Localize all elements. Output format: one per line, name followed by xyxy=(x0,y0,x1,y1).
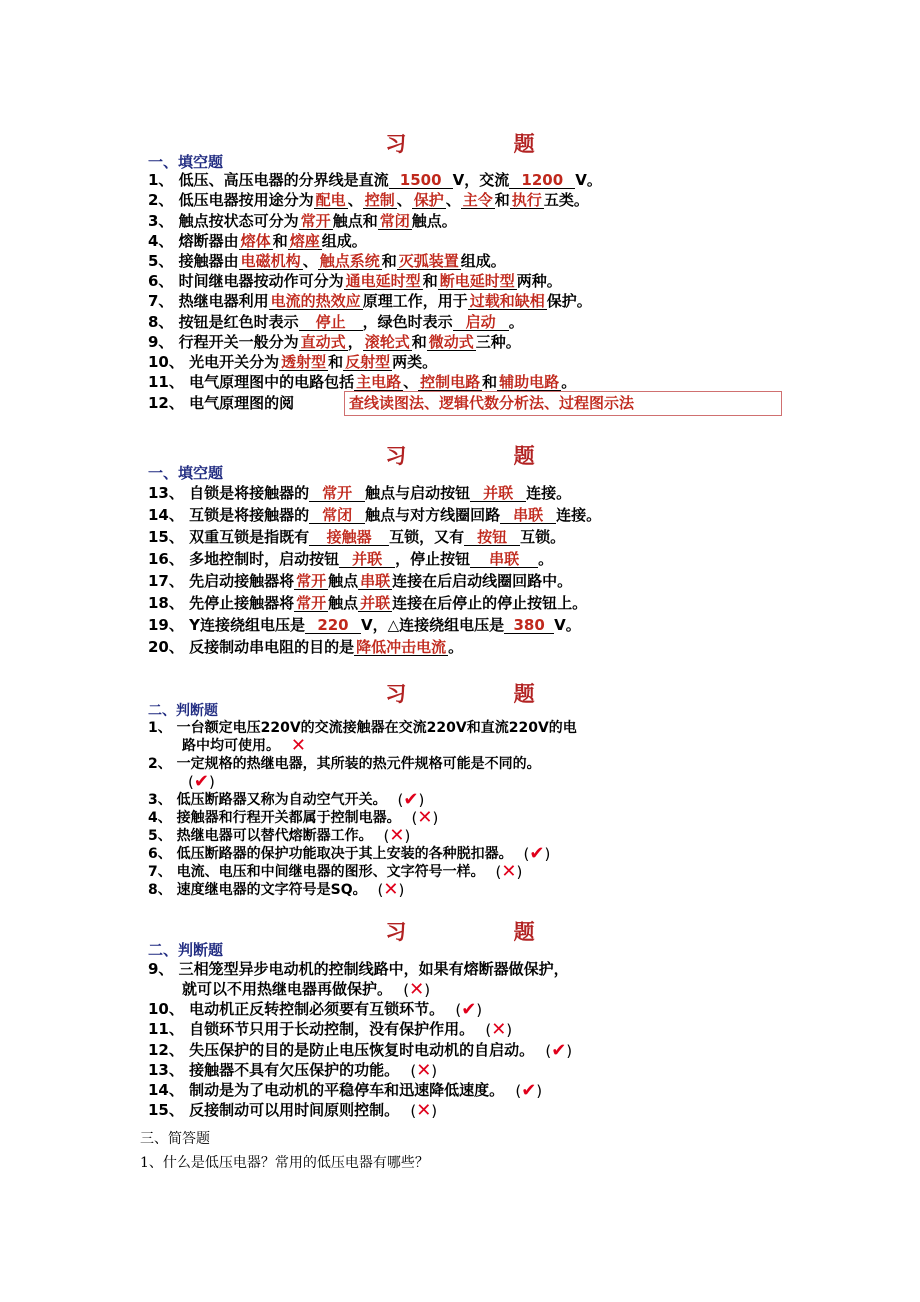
section-heading-short: 三、简答题 xyxy=(140,1131,210,1147)
answer: 透射型 xyxy=(281,353,327,371)
check-mark: (✔) xyxy=(188,771,215,792)
question-6: 6、 时间继电器按动作可分为 通电延时型 和 断电延时型 两种。 xyxy=(148,272,562,290)
judge-9: 9、 三相笼型异步电动机的控制线路中，如果有熔断器做保护， xyxy=(148,960,569,978)
answer: 执行 xyxy=(511,191,542,209)
answer: 常开 xyxy=(296,594,327,612)
question-2: 2、 低压电器按用途分为 配电 、 控制 、 保护 、 主令 和 执行 五类。 xyxy=(148,191,589,209)
section-heading-fill: 一、填空题 xyxy=(148,464,224,482)
question-4: 4、 熔断器由 熔体 和 熔座 组成。 xyxy=(148,232,367,250)
question-3: 3、 触点按状态可分为 常开 触点和 常闭 触点。 xyxy=(148,212,457,230)
question-11: 11、 电气原理图中的电路包括 主电路 、 控制电路 和 辅助电路 。 xyxy=(148,373,577,391)
answer: 电磁机构 xyxy=(240,252,301,270)
answer: 接触器 xyxy=(309,529,389,546)
answer: 灭弧装置 xyxy=(398,252,459,270)
question-7: 7、 热继电器利用 电流的热效应 原理工作，用于 过载和缺相 保护。 xyxy=(148,292,592,310)
question-20: 20、 反接制动串电阻的目的是 降低冲击电流 。 xyxy=(148,638,464,656)
short-question-1: 1、什么是低压电器？常用的低压电器有哪些？ xyxy=(140,1155,429,1171)
question-13: 13、 自锁是将接触器的 常开 触点与启动按钮 并联 连接。 xyxy=(148,484,572,502)
section-heading-judge: 二、判断题 xyxy=(148,941,224,959)
question-10: 10、 光电开关分为 透射型 和 反射型 两类。 xyxy=(148,353,438,371)
cross-mark: (✕) xyxy=(377,879,405,900)
answer: 断电延时型 xyxy=(439,272,515,290)
cross-mark: (✕) xyxy=(485,1018,513,1040)
section-title: 习 题 xyxy=(385,681,585,706)
section-heading-fill: 一、填空题 xyxy=(148,153,224,171)
judge-15: 15、 反接制动可以用时间原则控制。 (✕) xyxy=(148,1099,438,1121)
judge-2: 2、 一定规格的热继电器，其所装的热元件规格可能是不同的。 xyxy=(148,756,541,772)
answer: 滚轮式 xyxy=(364,333,410,351)
answer: 微动式 xyxy=(428,333,474,351)
answer: 常闭 xyxy=(309,507,365,524)
question-9: 9、 行程开关一般分为 直动式 ， 滚轮式 和 微动式 三种。 xyxy=(148,333,521,351)
section-title: 习 题 xyxy=(385,443,585,468)
answer: 保护 xyxy=(413,191,444,209)
question-19: 19、 Y连接绕组电压是 220 V，△连接绕组电压是 380 V。 xyxy=(148,616,581,634)
judge-5: 5、 热继电器可以替代熔断器工作。 (✕) xyxy=(148,825,411,846)
answer: 触点系统 xyxy=(319,252,380,270)
answer: 熔座 xyxy=(289,232,320,250)
answer: 1500 xyxy=(389,172,453,189)
check-mark: (✔) xyxy=(523,843,551,864)
answer: 降低冲击电流 xyxy=(356,638,447,656)
answer: 电流的热效应 xyxy=(270,292,361,310)
cross-mark: ✕ xyxy=(290,735,306,756)
check-mark: (✔) xyxy=(455,998,483,1020)
judge-1-cont: 路中均可使用。 ✕ xyxy=(182,735,306,756)
answer: 串联 xyxy=(470,551,538,568)
question-15: 15、 双重互锁是指既有 接触器 互锁，又有 按钮 互锁。 xyxy=(148,528,566,546)
answer: 常开 xyxy=(296,572,327,590)
answer: 并联 xyxy=(360,594,391,612)
question-14: 14、 互锁是将接触器的 常闭 触点与对方线圈回路 串联 连接。 xyxy=(148,506,602,524)
question-12: 12、 电气原理图的阅 xyxy=(148,394,295,412)
section-title: 习 题 xyxy=(385,919,585,944)
answer: 串联 xyxy=(500,507,556,524)
answer: 过载和缺相 xyxy=(469,292,545,310)
cross-mark: (✕) xyxy=(411,807,439,828)
answer: 380 xyxy=(504,617,554,634)
judge-13: 13、 接触器不具有欠压保护的功能。 (✕) xyxy=(148,1059,438,1081)
judge-9-cont: 就可以不用热继电器再做保护。 (✕) xyxy=(182,978,431,1000)
answer: 主电路 xyxy=(356,373,402,391)
cross-mark: (✕) xyxy=(410,1059,438,1081)
answer: 停止 xyxy=(299,314,363,331)
question-18: 18、 先停止接触器将 常开 触点 并联 连接在后停止的停止按钮上。 xyxy=(148,594,588,612)
cross-mark: (✕) xyxy=(410,1099,438,1121)
cross-mark: (✕) xyxy=(403,978,431,1000)
check-mark: (✔) xyxy=(545,1039,573,1061)
answer: 启动 xyxy=(453,314,509,331)
answer: 常开 xyxy=(300,212,331,230)
answer: 并联 xyxy=(470,485,526,502)
question-16: 16、 多地控制时，启动按钮 并联 ，停止按钮 串联 。 xyxy=(148,550,554,568)
check-mark: (✔) xyxy=(515,1079,543,1101)
answer: 常闭 xyxy=(379,212,410,230)
judge-14: 14、 制动是为了电动机的平稳停车和迅速降低速度。 (✔) xyxy=(148,1079,543,1101)
judge-8: 8、 速度继电器的文字符号是SQ。 (✕) xyxy=(148,879,405,900)
cross-mark: (✕) xyxy=(495,861,523,882)
judge-10: 10、 电动机正反转控制必须要有互锁环节。 (✔) xyxy=(148,998,483,1020)
answer: 熔体 xyxy=(240,232,271,250)
question-5: 5、 接触器由 电磁机构 、 触点系统 和 灭弧装置 组成。 xyxy=(148,252,506,270)
answer: 并联 xyxy=(339,551,395,568)
answer: 控制 xyxy=(364,191,395,209)
section-heading-judge: 二、判断题 xyxy=(148,703,218,719)
answer: 配电 xyxy=(315,191,346,209)
judge-2-mark xyxy=(188,772,215,792)
question-8: 8、 按钮是红色时表示 停止 ，绿色时表示 启动 。 xyxy=(148,313,524,331)
judge-12: 12、 失压保护的目的是防止电压恢复时电动机的自启动。 (✔) xyxy=(148,1039,573,1061)
judge-6: 6、 低压断路器的保护功能取决于其上安装的各种脱扣器。 (✔) xyxy=(148,843,551,864)
question-1: 1、 低压、高压电器的分界线是直流 1500 V，交流 1200 V。 xyxy=(148,171,602,189)
judge-1: 1、 一台额定电压220V的交流接触器在交流220V和直流220V的电 xyxy=(148,720,577,736)
answer: 通电延时型 xyxy=(345,272,421,290)
question-17: 17、 先启动接触器将 常开 触点 串联 连接在后启动线圈回路中。 xyxy=(148,572,573,590)
answer: 反射型 xyxy=(345,353,391,371)
answer: 辅助电路 xyxy=(499,373,560,391)
answer: 主令 xyxy=(462,191,493,209)
section-title: 习 题 xyxy=(385,131,585,156)
judge-11: 11、 自锁环节只用于长动控制，没有保护作用。 (✕) xyxy=(148,1018,513,1040)
cross-mark: (✕) xyxy=(383,825,411,846)
answer: 常开 xyxy=(309,485,365,502)
answer-box: 查线读图法、逻辑代数分析法、过程图示法 xyxy=(344,391,782,416)
answer: 串联 xyxy=(360,572,391,590)
answer: 按钮 xyxy=(464,529,520,546)
judge-3: 3、 低压断路器又称为自动空气开关。 (✔) xyxy=(148,789,425,810)
check-mark: (✔) xyxy=(397,789,425,810)
answer: 220 xyxy=(305,617,361,634)
answer: 控制电路 xyxy=(420,373,481,391)
judge-7: 7、 电流、电压和中间继电器的图形、文字符号一样。 (✕) xyxy=(148,861,523,882)
answer: 1200 xyxy=(509,172,575,189)
answer: 直动式 xyxy=(300,333,346,351)
judge-4: 4、 接触器和行程开关都属于控制电器。 (✕) xyxy=(148,807,439,828)
